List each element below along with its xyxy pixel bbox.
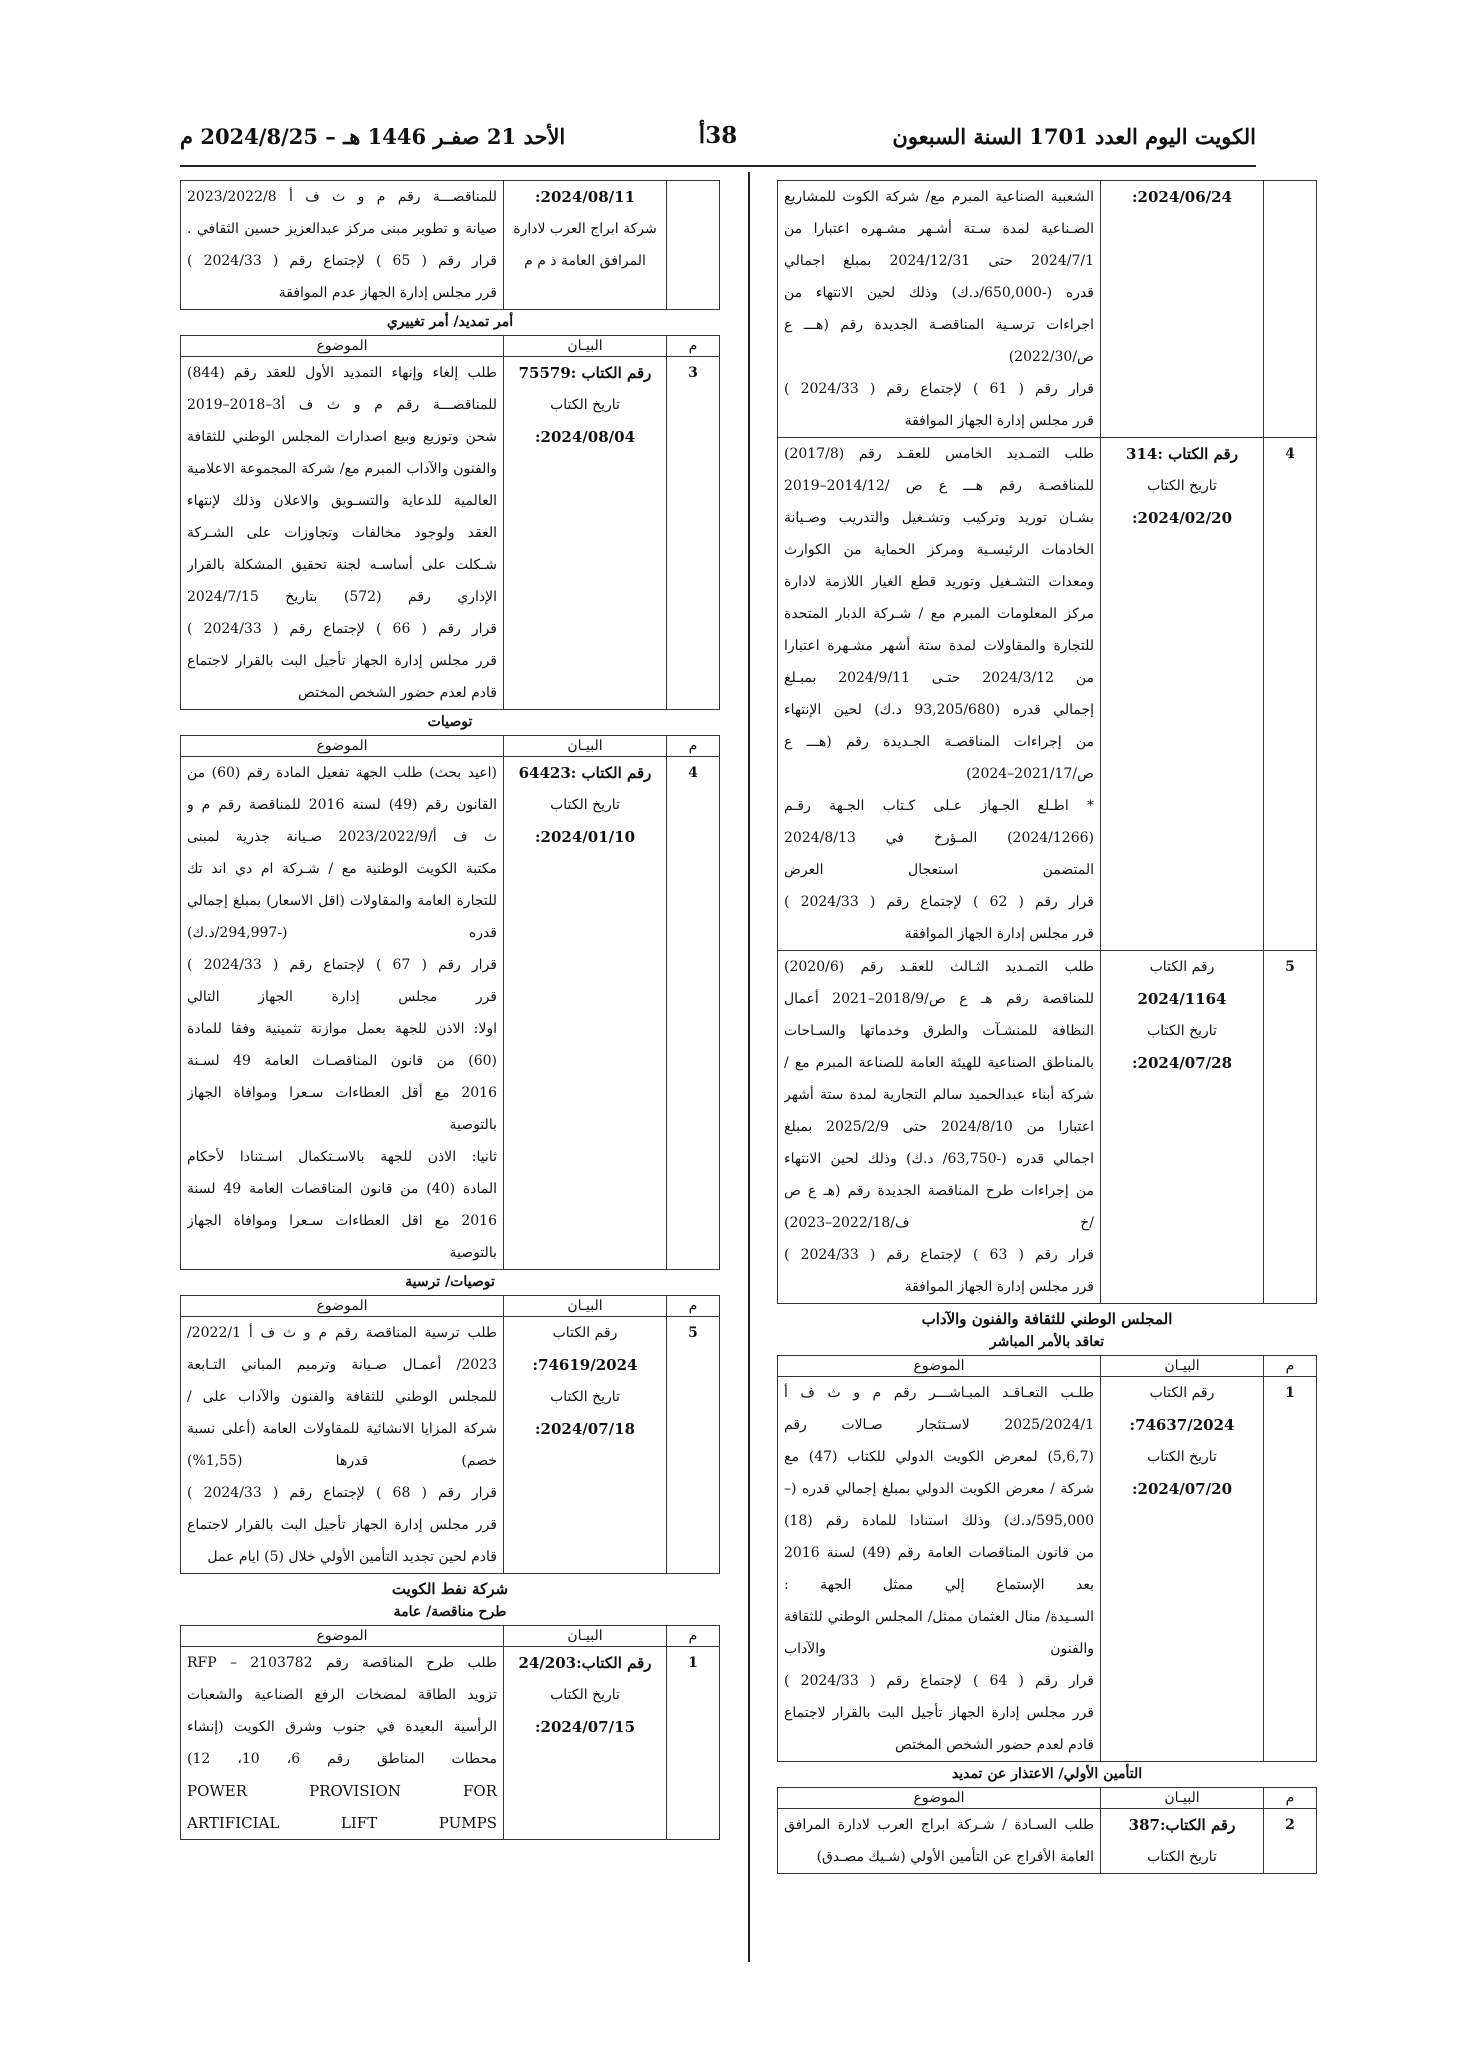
column-header-subject: الموضوع: [778, 1788, 1101, 1809]
subject-line: من 2024/3/12 حتـى 2024/9/11 بمبـلغ: [784, 670, 1094, 686]
info-line: شركة ابراج العرب لادارة: [513, 221, 657, 237]
info-line: تاريخ الكتاب: [550, 397, 620, 413]
subject-line: القانون رقم (49) لسنة 2016 للمناقصة رقم م و: [187, 797, 497, 813]
subject-line: قادم لعدم حضور الشخص المختص: [895, 1737, 1094, 1753]
table-header-row: [778, 1356, 1317, 1377]
subject-line: قرار رقم ( 64 ) لإجتماع رقم ( 2024/33 ): [784, 1673, 1094, 1689]
table-header-row: [181, 1296, 720, 1317]
subject-line: شحن وتوزيع وبيع اصدارات المجلس الوطني للثقافة: [187, 429, 497, 445]
info-line: رقم الكتاب: [552, 1325, 618, 1341]
column-header-num: م: [1264, 1788, 1317, 1809]
subject-line: قرار رقم ( 63 ) لإجتماع رقم ( 2024/33 ): [784, 1247, 1094, 1263]
subject-line: العامة الأفراج عن التأمين الأولي (شـيك مصـدق): [816, 1849, 1094, 1865]
info-line: تاريخ الكتاب: [550, 1389, 620, 1405]
column-divider: [748, 172, 750, 1962]
subject-line: خصم) قدرها (1,55%): [187, 1453, 497, 1469]
subject-cell: [778, 1809, 1101, 1874]
subject-line: طلب ترسية المناقصة رقم م و ث ف أ 2022/1/: [187, 1325, 497, 1341]
subject-line: بعد الإستماع إلي ممثل الجهة :: [784, 1577, 1094, 1593]
subject-line: للمجلس الوطني للثقافة والفنون والآداب على /: [187, 1389, 497, 1405]
subject-line: للمناقصـــة رقم م و ث ف أ3–2018–2019: [187, 397, 497, 413]
info-line: المرافق العامة ذ م م: [524, 253, 646, 269]
info-line: تاريخ الكتاب: [550, 797, 620, 813]
table-row: [181, 757, 720, 1270]
info-cell: [1101, 438, 1264, 951]
subject-line: الصـناعية لمدة سـتة أشـهر مشـهره اعتبارا من: [784, 221, 1094, 237]
subject-line: اجمالي قدره (-63,750/ د.ك) وذلك لحين الانتهاء: [784, 1151, 1094, 1167]
info-cell: [1101, 1377, 1264, 1762]
subject-cell: [778, 438, 1101, 951]
table-row: [778, 1809, 1317, 1874]
info-cell: [1101, 1809, 1264, 1874]
entries-table: [777, 1355, 1317, 1762]
subject-cell: [181, 1317, 504, 1574]
info-line: 2024/07/20:: [1132, 1480, 1232, 1498]
subject-line: شركة أبناء عبدالحميد سالم التجارية لمدة ستة أشهر: [784, 1087, 1094, 1103]
table-header-row: [181, 736, 720, 757]
subject-line: ص/2022/30): [1008, 349, 1094, 365]
subject-line: 595,000/د.ك) وذلك استنادا للمادة رقم (18): [784, 1513, 1094, 1529]
subject-line: شركة المزايا الانشائية للمقاولات العامة (أعلى نسبة: [187, 1421, 497, 1437]
row-number-cell: [1264, 951, 1317, 1304]
info-line: 2024/08/04:: [535, 428, 635, 446]
subject-line: قرر مجلس إدارة الجهاز الموافقة: [904, 1279, 1094, 1295]
column-header-info: البيـان: [504, 1626, 667, 1647]
section-subtitle: طرح مناقصة/ عامة: [393, 1604, 507, 1620]
info-line: تاريخ الكتاب: [1147, 1449, 1217, 1465]
subject-cell: [181, 181, 504, 310]
entries-table: [777, 180, 1317, 1304]
subject-line: قدره (-650,000/د.ك) وذلك لحين الانتهاء من: [784, 285, 1094, 301]
subject-line: شـكلت على أساسـه لجنة تحقيق المشكلة بالقرار: [187, 557, 497, 573]
row-number: 3: [688, 365, 698, 381]
info-line: تاريخ الكتاب: [550, 1687, 620, 1703]
column-header-info: البيـان: [1101, 1788, 1264, 1809]
info-line: 2024/01/10:: [535, 828, 635, 846]
subject-line: قدره (-294,997/د.ك): [187, 925, 497, 941]
subject-line: قرر مجلس إدارة الجهاز الموافقة: [904, 926, 1094, 942]
info-line: تاريخ الكتاب: [1147, 478, 1217, 494]
subject-line-latin: ARTIFICIAL LIFT PUMPS: [187, 1814, 497, 1832]
subject-line: قرار رقم ( 62 ) لإجتماع رقم ( 2024/33 ): [784, 894, 1094, 910]
subject-line: النظافة للمنشـآت والطرق وخدماتها والسـاحات: [784, 1023, 1094, 1039]
subject-line: 2016 مع أقل العطاءات سـعرا وموافاة الجهاز: [187, 1085, 497, 1101]
subject-line: للمناقصـة رقم هـــ ع ص /2014/12–2019: [784, 478, 1094, 494]
info-line: رقم الكتاب :75579: [518, 364, 652, 382]
subject-line: قرار رقم ( 68 ) لإجتماع رقم ( 2024/33 ): [187, 1485, 497, 1501]
info-line: 2024/08/11:: [535, 188, 635, 206]
subject-line: قرر مجلس إدارة الجهاز الموافقة: [904, 413, 1094, 429]
gazette-issue: الكويت اليوم العدد 1701 السنة السبعون: [892, 124, 1256, 149]
subject-line: 2023/ أعمـال صـيانة وترميم المباني التـابعة: [187, 1357, 497, 1373]
subject-line: (60) من قانون المناقصـات العامة 49 لسـنة: [187, 1053, 497, 1069]
row-number-cell: [1264, 1377, 1317, 1762]
subject-line: المادة (40) من قانون المناقصات العامة 49 لسنة: [187, 1181, 497, 1197]
info-line: رقم الكتاب :64423: [518, 764, 652, 782]
row-number: 2: [1285, 1817, 1295, 1833]
subject-line: الشعبية الصناعية المبرم مع/ شركة الكوت للمشاريع: [784, 189, 1094, 205]
info-cell: [1101, 951, 1264, 1304]
row-number-cell: [1264, 438, 1317, 951]
subject-line: قرار رقم ( 65 ) لإجتماع رقم ( 2024/33 ): [187, 253, 497, 269]
info-line: رقم الكتاب: [1149, 959, 1215, 975]
section-title: المجلس الوطني للثقافة والفنون والآداب: [921, 1310, 1173, 1328]
subject-line: (2024/1266) المـؤرخ في 2024/8/13: [784, 830, 1094, 846]
column-header-num: م: [667, 1296, 720, 1317]
subject-line: قرر مجلس إدارة الجهاز تأجيل البت بالقرار لاجتماع: [187, 1517, 497, 1533]
section-title: شركة نفط الكويت: [391, 1580, 509, 1598]
subject-line: طلب إلغاء وإنهاء التمديد الأول للعقد رقم (844): [187, 365, 497, 381]
subject-line: قرر مجلس إدارة الجهاز التالي: [187, 989, 497, 1005]
section-subtitle: أمر تمديد/ أمر تغييري: [386, 314, 514, 330]
subject-line: بالتوصية: [449, 1245, 497, 1261]
left-column: [180, 180, 720, 1840]
subject-line: /خ ف/2022/18–2023): [784, 1215, 1094, 1231]
entries-table: [180, 735, 720, 1270]
info-line: 74637/2024:: [1129, 1416, 1235, 1434]
subject-line: طلب طرح المناقصة رقم RFP – 2103782: [187, 1655, 497, 1671]
column-header-subject: الموضوع: [181, 1626, 504, 1647]
subject-line: (اعيد بحث) طلب الجهة تفعيل المادة رقم (60) من: [187, 765, 497, 781]
subject-line: بالتوصية: [449, 1117, 497, 1133]
info-line: رقم الكتاب: [1149, 1385, 1215, 1401]
subject-line: والفنون والآداب: [784, 1641, 1094, 1657]
subject-line: اولا: الاذن للجهة بعمل موازنة تثمينية وفقا للمادة: [187, 1021, 497, 1037]
subject-line: المتضمن استعجال العرض: [784, 862, 1094, 878]
info-line: 2024/02/20:: [1132, 509, 1232, 527]
subject-cell: [778, 181, 1101, 438]
subject-line: قادم لحين تجديد التأمين الأولي خلال (5) ايام عمل: [207, 1549, 497, 1565]
subject-cell: [181, 757, 504, 1270]
subject-line: مركز المعلومات المبرم مع / شـركة الدبار المتحدة: [784, 606, 1094, 622]
subject-cell: [778, 1377, 1101, 1762]
row-number: 4: [1285, 446, 1295, 462]
entries-table: [777, 1787, 1317, 1874]
info-line: 2024/07/15:: [535, 1718, 635, 1736]
page-number: 38أ: [698, 122, 738, 149]
subject-line: بشـان توريد وتركيب وتشـغيل والتدريب وصـيانة: [784, 510, 1094, 526]
subject-line: 2016 مع اقل العطاءات سـعرا وموافاة الجهاز: [187, 1213, 497, 1229]
info-line: تاريخ الكتاب: [1147, 1849, 1217, 1865]
subject-line: طلب التمـديد الثـالث للعقـد رقم (2020/6): [784, 959, 1094, 975]
entries-table: [180, 1295, 720, 1574]
table-header-row: [181, 1626, 720, 1647]
subject-line: طلـب التعـاقـد المبـاشـــر رقم م و ث ف أ: [784, 1385, 1094, 1401]
section-subtitle: توصيات: [427, 714, 473, 730]
entries-table: [180, 335, 720, 710]
subject-line: قرر مجلس إدارة الجهاز تأجيل البت بالقرار لاجتماع: [187, 653, 497, 669]
subject-line: 2025/2024/1 لاسـتئجار صـالات رقم: [784, 1417, 1094, 1433]
column-header-info: البيـان: [504, 736, 667, 757]
subject-line: اجراءات ترسـية المناقصـة الجديدة رقم (هـــ ع: [784, 317, 1094, 333]
info-cell: [504, 357, 667, 710]
right-column: [777, 180, 1317, 1874]
subject-cell: [778, 951, 1101, 1304]
info-line: 2024/06/24:: [1132, 188, 1232, 206]
subject-line: السـيدة/ منال العثمان ممثل/ المجلس الوطني للثقافة: [784, 1609, 1094, 1625]
subject-cell: [181, 357, 504, 710]
subject-line-latin: POWER PROVISION FOR: [187, 1782, 497, 1800]
table-row: [181, 357, 720, 710]
row-number-cell: [667, 1317, 720, 1574]
info-line: 2024/07/18:: [535, 1420, 635, 1438]
info-line: رقم الكتاب:387: [1128, 1816, 1236, 1834]
section-subtitle: توصيات/ ترسية: [405, 1274, 495, 1290]
row-number-cell: [1264, 181, 1317, 438]
subject-line: الإداري رقم (572) بتاريخ 2024/7/15: [187, 589, 497, 605]
column-header-num: م: [667, 736, 720, 757]
subject-line: للمناقصـــة رقم م و ث ف أ 2023/2022/8: [187, 189, 497, 205]
header-rule: [180, 165, 1256, 167]
row-number: 1: [688, 1655, 698, 1671]
subject-line: قرار رقم ( 67 ) لإجتماع رقم ( 2024/33 ): [187, 957, 497, 973]
info-line: رقم الكتاب :314: [1126, 445, 1238, 463]
subject-line: ص/2021/17–2024): [966, 766, 1094, 782]
table-row: [778, 438, 1317, 951]
info-line: تاريخ الكتاب: [1147, 1023, 1217, 1039]
subject-line: (5,6,7) لمعرض الكويت الدولي للكتاب (47) مع: [784, 1449, 1094, 1465]
table-row: [181, 181, 720, 310]
column-header-num: م: [667, 336, 720, 357]
subject-line: الرأسية البعيدة في جنوب وشرق الكويت (إنشاء: [187, 1719, 497, 1735]
subject-line: اعتبارا من 2024/8/10 حتى 2025/2/9 بمبلغ: [784, 1119, 1094, 1135]
table-row: [778, 1377, 1317, 1762]
subject-line: للتجارة العامة والمقاولات (اقل الاسعار) بمبلغ إجمالي: [187, 893, 497, 909]
subject-line: محطات المناطق رقم 6، 10، 12): [187, 1751, 497, 1767]
table-row: [181, 1317, 720, 1574]
subject-line: للتجارة والمقاولات لمدة ستة أشهر مشـهرة اعتبارا: [784, 638, 1094, 654]
table-row: [778, 951, 1317, 1304]
subject-line: للمناقصة رقم هـ ع ص/2018/9–2021 أعمال: [784, 991, 1094, 1007]
column-header-subject: الموضوع: [778, 1356, 1101, 1377]
table-row: [181, 1647, 720, 1840]
subject-line: طلب السـادة / شـركة ابراج العرب لادارة المرافق: [784, 1817, 1094, 1833]
subject-line: تزويد الطاقة لمضخات الرفع الصناعية والشعبات: [187, 1687, 497, 1703]
subject-line: 2024/7/1 حتى 2024/12/31 بمبلغ اجمالي: [784, 253, 1094, 269]
subject-line: إجمالي قدره (93,205/680 د.ك) لحين الإنتهاء: [784, 702, 1094, 718]
row-number-cell: [667, 757, 720, 1270]
subject-line: من إجراءات المناقصـة الجـديدة رقم (هـــ ع: [784, 734, 1094, 750]
subject-line: قرار رقم ( 66 ) لإجتماع رقم ( 2024/33 ): [187, 621, 497, 637]
row-number: 5: [1285, 959, 1295, 975]
column-header-num: م: [667, 1626, 720, 1647]
gazette-date: الأحد 21 صفـر 1446 هـ – 2024/8/25 م: [180, 124, 566, 149]
row-number: 4: [688, 765, 698, 781]
column-header-info: البيـان: [504, 1296, 667, 1317]
entries-table: [180, 180, 720, 310]
table-header-row: [778, 1788, 1317, 1809]
subject-line: من إجراءات طرح المناقصة الجديدة رقم (هـ ع ص: [784, 1183, 1094, 1199]
row-number-cell: [1264, 1809, 1317, 1874]
column-header-subject: الموضوع: [181, 336, 504, 357]
column-header-subject: الموضوع: [181, 736, 504, 757]
subject-line: ثانيا: الاذن للجهة بالاسـتكمال اسـتنادا لأحكام: [187, 1149, 497, 1165]
row-number-cell: [667, 357, 720, 710]
subject-line: قرر مجلس إدارة الجهاز عدم الموافقة: [278, 285, 497, 301]
info-cell: [504, 757, 667, 1270]
subject-line: قرر مجلس إدارة الجهاز تأجيل البت بالقرار لاجتماع: [784, 1705, 1094, 1721]
subject-line: الخادمات الرئيسـية ومركز الحماية من الكوارث: [784, 542, 1094, 558]
subject-line: قرار رقم ( 61 ) لإجتماع رقم ( 2024/33 ): [784, 381, 1094, 397]
info-line: رقم الكتاب:24/203: [518, 1654, 652, 1672]
table-row: [778, 181, 1317, 438]
info-cell: [504, 181, 667, 310]
subject-line: قادم لعدم حضور الشخص المختص: [298, 685, 497, 701]
info-cell: [504, 1647, 667, 1840]
row-number: 1: [1285, 1385, 1295, 1401]
row-number-cell: [667, 181, 720, 310]
page-header: [180, 120, 1256, 160]
column-header-num: م: [1264, 1356, 1317, 1377]
subject-line: من قانون المناقصات العامة رقم (49) لسنة 2016: [784, 1545, 1094, 1561]
column-header-info: البيـان: [504, 336, 667, 357]
subject-line: مكتبة الكويت الوطنية مع / شـركة ام دي اند تك: [187, 861, 497, 877]
subject-line: شركة / معرض الكويت الدولي بمبلغ إجمالي قدره (–: [784, 1481, 1094, 1497]
info-cell: [1101, 181, 1264, 438]
entries-table: [180, 1625, 720, 1840]
column-header-subject: الموضوع: [181, 1296, 504, 1317]
section-subtitle: تعاقد بالأمر المباشر: [989, 1334, 1105, 1350]
subject-line: والفنون والآداب المبرم مع/ شركة المجموعة الاعلامية: [187, 461, 497, 477]
subject-line: * اطـلع الجـهاز عـلى كـتاب الجـهة رقـم: [784, 798, 1094, 814]
subject-cell: [181, 1647, 504, 1840]
subject-line: ومعدات التشـغيل وتوريد قطع الغيار اللازمة لادارة: [784, 574, 1094, 590]
subject-line: صيانة و تطوير مبنى مركز عبدالعزيز حسين الثقافي .: [187, 221, 497, 237]
subject-line: العالمية للدعاية والتسـويق والاعلان وذلك لإنتهاء: [187, 493, 497, 509]
info-cell: [504, 1317, 667, 1574]
subject-line: بالمناطق الصناعية للهيئة العامة للصناعة المبرم مع /: [784, 1055, 1094, 1071]
info-line: 2024/1164: [1137, 990, 1227, 1008]
row-number: 5: [688, 1325, 698, 1341]
subject-line: ث ف أ/2023/2022/9 صـيانة جذرية لمبنى: [187, 829, 497, 845]
section-subtitle: التأمين الأولي/ الاعتذار عن تمديد: [951, 1766, 1143, 1782]
table-header-row: [181, 336, 720, 357]
subject-line: طلب التمـديد الخامس للعقـد رقم (2017/8): [784, 446, 1094, 462]
subject-line: العقد ولوجود مخالفات وتجاوزات على الشـركة: [187, 525, 497, 541]
column-header-info: البيـان: [1101, 1356, 1264, 1377]
row-number-cell: [667, 1647, 720, 1840]
info-line: 2024/07/28:: [1132, 1054, 1232, 1072]
info-line: 74619/2024:: [532, 1356, 638, 1374]
